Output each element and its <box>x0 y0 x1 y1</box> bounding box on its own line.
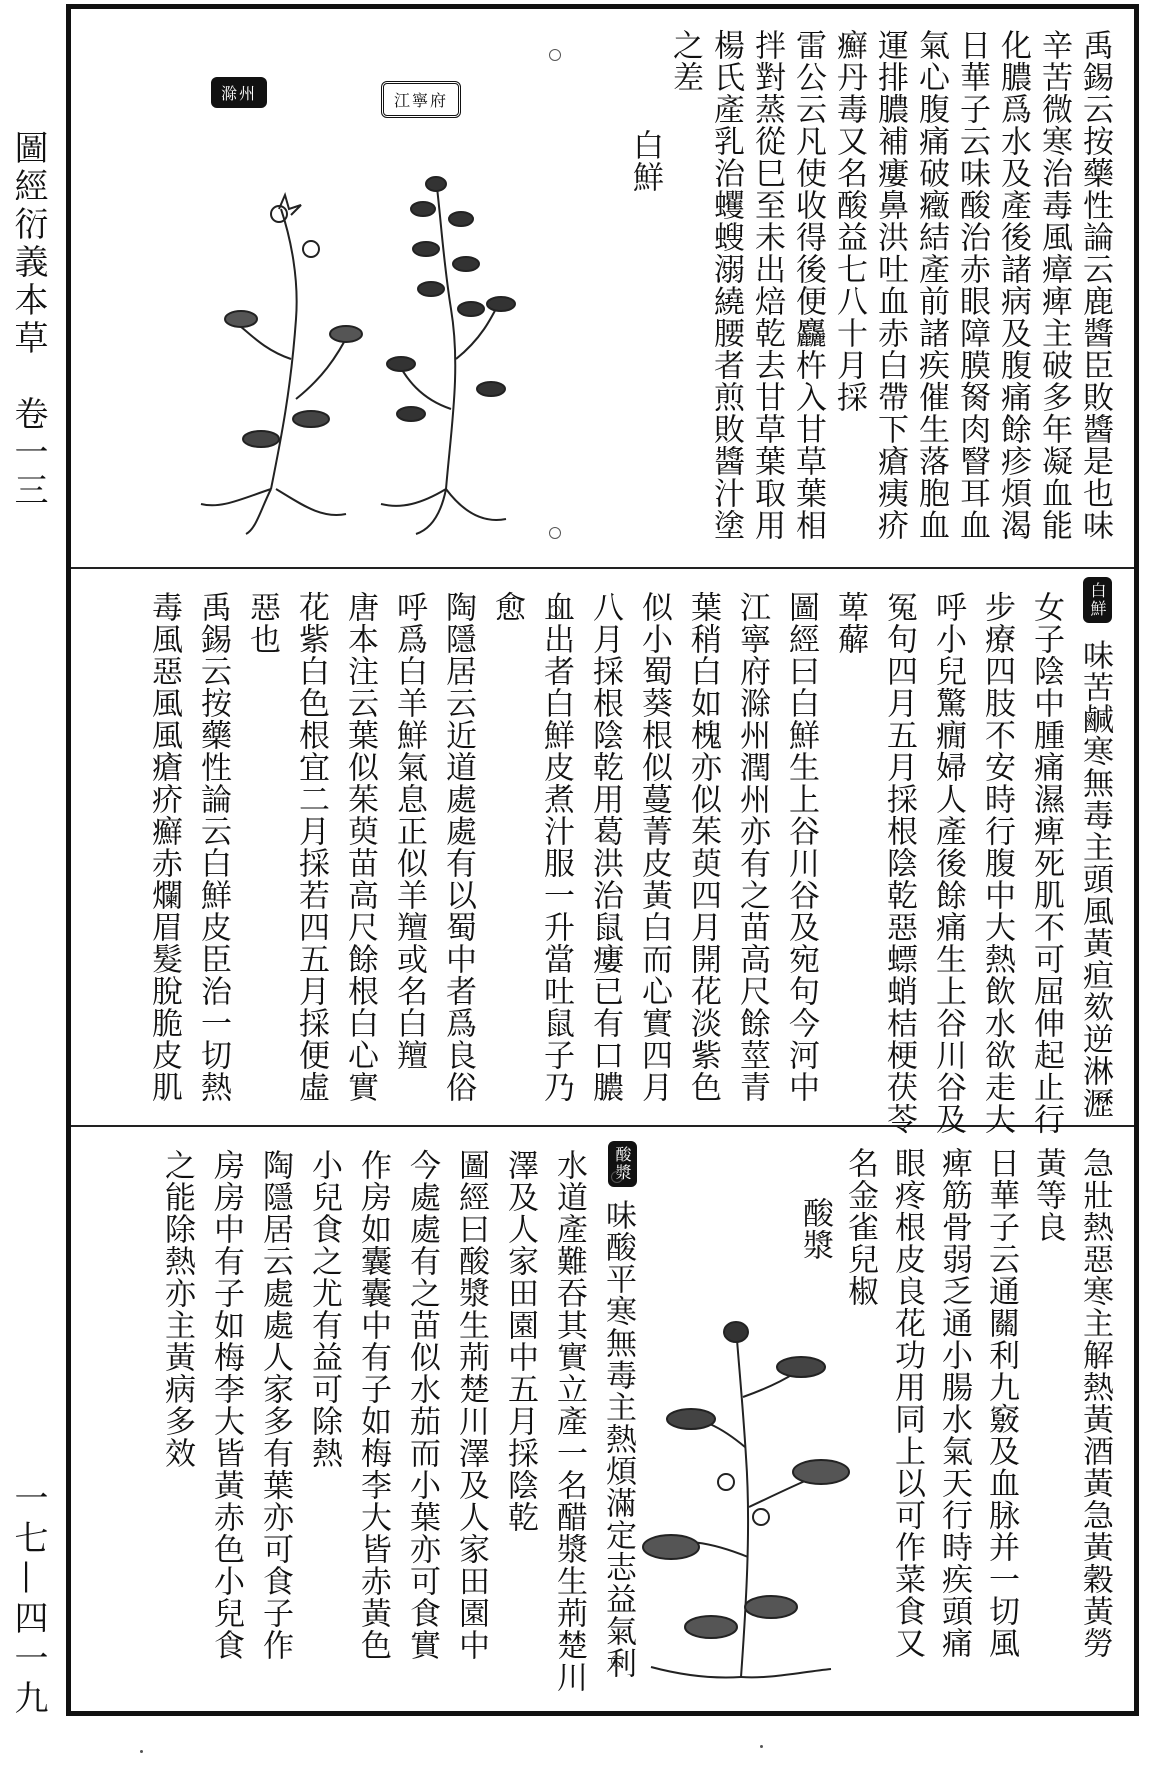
text-column: 水道產難吞其實立產一名醋漿生荊楚川 <box>551 1149 587 1693</box>
herb-heading: 白鮮 <box>627 129 663 193</box>
text-column: 眼疼根皮良花功用同上以可作菜食又 <box>889 1147 925 1659</box>
text-column: 日華子云通關利九竅及血脉并一切風 <box>983 1147 1019 1659</box>
text-column: 日華子云味酸治赤眼障膜胬肉瞖耳血 <box>954 29 990 541</box>
circle-mark <box>549 527 561 539</box>
text-column: 陶隱居云近道處處有以蜀中者爲良俗 <box>440 591 476 1103</box>
margin-book-title: 圖經衍義本草 卷一三 <box>8 130 48 510</box>
text-column: 今處處有之苗似水茄而小葉亦可食實 <box>404 1149 440 1661</box>
herb-heading: 酸漿 <box>797 1197 833 1261</box>
text-column: 味酸平寒無毒主熱煩滿定志益氣利 <box>600 1199 636 1679</box>
text-column: 作房如囊囊中有子如梅李大皆赤黃色 <box>355 1149 391 1661</box>
text-column: 楊氏產乳治蠼螋溺繞腰者煎敗醬汁塗 <box>708 29 744 541</box>
text-column: 急壯熱惡寒主解熱黃酒黃急黃穀黃勞 <box>1077 1147 1113 1659</box>
text-column: 唐本注云葉似茱萸苗高尺餘根白心實 <box>342 591 378 1103</box>
panel-top <box>71 9 1134 569</box>
text-column: 之差 <box>667 29 703 93</box>
text-column: 黃等良 <box>1030 1147 1066 1243</box>
badge-chuzhou: 滁州 <box>211 77 267 108</box>
text-column: 毒風惡風風瘡疥癬赤爛眉髮脫脆皮肌 <box>146 591 182 1103</box>
text-column: 癬丹毒又名酸益七八十月採 <box>831 29 867 413</box>
text-column: 拌對蒸從巳至未出焙乾去甘草葉取用 <box>749 29 785 541</box>
text-column: 愈 <box>489 591 525 623</box>
panel-bottom <box>71 1127 1134 1711</box>
baixian-plant-illustration <box>161 159 541 539</box>
text-column: 呼爲白羊鮮氣息正似羊羶或名白羶 <box>391 591 427 1071</box>
text-column: 惡也 <box>244 591 280 655</box>
text-column: 女子陰中腫痛濕痺死肌不可屈伸起止行 <box>1028 591 1064 1135</box>
text-column: 萆薢 <box>832 591 868 655</box>
text-column: 血出者白鮮皮煮汁服一升當吐鼠子乃 <box>538 591 574 1103</box>
circle-mark <box>611 1655 623 1667</box>
circle-mark <box>611 1171 623 1183</box>
text-column: 味苦鹹寒無毒主頭風黃疸欬逆淋瀝 <box>1077 639 1113 1119</box>
text-column: 小兒食之尤有益可除熱 <box>306 1149 342 1469</box>
text-column: 辛苦微寒治毒風瘴痺主破多年凝血能 <box>1036 29 1072 541</box>
margin-page-number: 一七—四一九 <box>8 1480 48 1720</box>
text-column: 名金雀兒椒 <box>842 1147 878 1307</box>
text-column: 八月採根陰乾用葛洪治鼠瘻已有口膿 <box>587 591 623 1103</box>
scan-speck <box>760 1745 763 1748</box>
text-column: 圖經曰白鮮生上谷川谷及宛句今河中 <box>783 591 819 1103</box>
circle-mark <box>549 605 561 617</box>
text-column: 氣心腹痛破癥結產前諸疾催生落胞血 <box>913 29 949 541</box>
text-column: 化膿爲水及產後諸病及腹痛餘疹煩渴 <box>995 29 1031 541</box>
circle-mark <box>601 1081 613 1093</box>
text-column: 江寧府滁州潤州亦有之苗高尺餘莖青 <box>734 591 770 1103</box>
text-column: 花紫白色根宜二月採若四五月採便虛 <box>293 591 329 1103</box>
scan-speck <box>140 1750 143 1753</box>
text-column: 痺筋骨弱乏通小腸水氣天行時疾頭痛 <box>936 1147 972 1659</box>
text-column: 似小蜀葵根似蔓菁皮黃白而心實四月 <box>636 591 672 1103</box>
text-column: 房房中有子如梅李大皆黃赤色小兒食 <box>208 1149 244 1661</box>
text-column: 澤及人家田園中五月採陰乾 <box>502 1149 538 1533</box>
text-column: 禹錫云按藥性論云鹿醬臣敗醬是也味 <box>1077 29 1113 541</box>
panel-middle <box>71 569 1134 1135</box>
text-column: 雷公云凡使收得後便麤杵入甘草葉相 <box>790 29 826 541</box>
text-column: 冤句四月五月採根陰乾惡螵蛸桔梗茯苓 <box>881 591 917 1135</box>
text-column: 運排膿補瘻鼻洪吐血赤白帶下瘡痍疥 <box>872 29 908 541</box>
badge-suanjiang: 酸漿 <box>608 1141 637 1187</box>
text-column: 陶隱居云處處人家多有葉亦可食子作 <box>257 1149 293 1661</box>
text-column: 禹錫云按藥性論云白鮮皮臣治一切熱 <box>195 591 231 1103</box>
text-column: 之能除熱亦主黃病多效 <box>159 1149 195 1469</box>
badge-jiangning: 江寧府 <box>381 81 461 118</box>
suanjiang-plant-illustration <box>611 1307 871 1687</box>
text-column: 步療四肢不安時行腹中大熱飲水欲走大 <box>979 591 1015 1135</box>
text-column: 呼小兒驚癇婦人產後餘痛生上谷川谷及 <box>930 591 966 1135</box>
text-column: 葉稍白如槐亦似茱萸四月開花淡紫色 <box>685 591 721 1103</box>
badge-baixian: 白鮮 <box>1083 577 1112 623</box>
text-column: 圖經曰酸漿生荊楚川澤及人家田園中 <box>453 1149 489 1661</box>
page-frame <box>66 4 1139 1716</box>
circle-mark <box>549 49 561 61</box>
